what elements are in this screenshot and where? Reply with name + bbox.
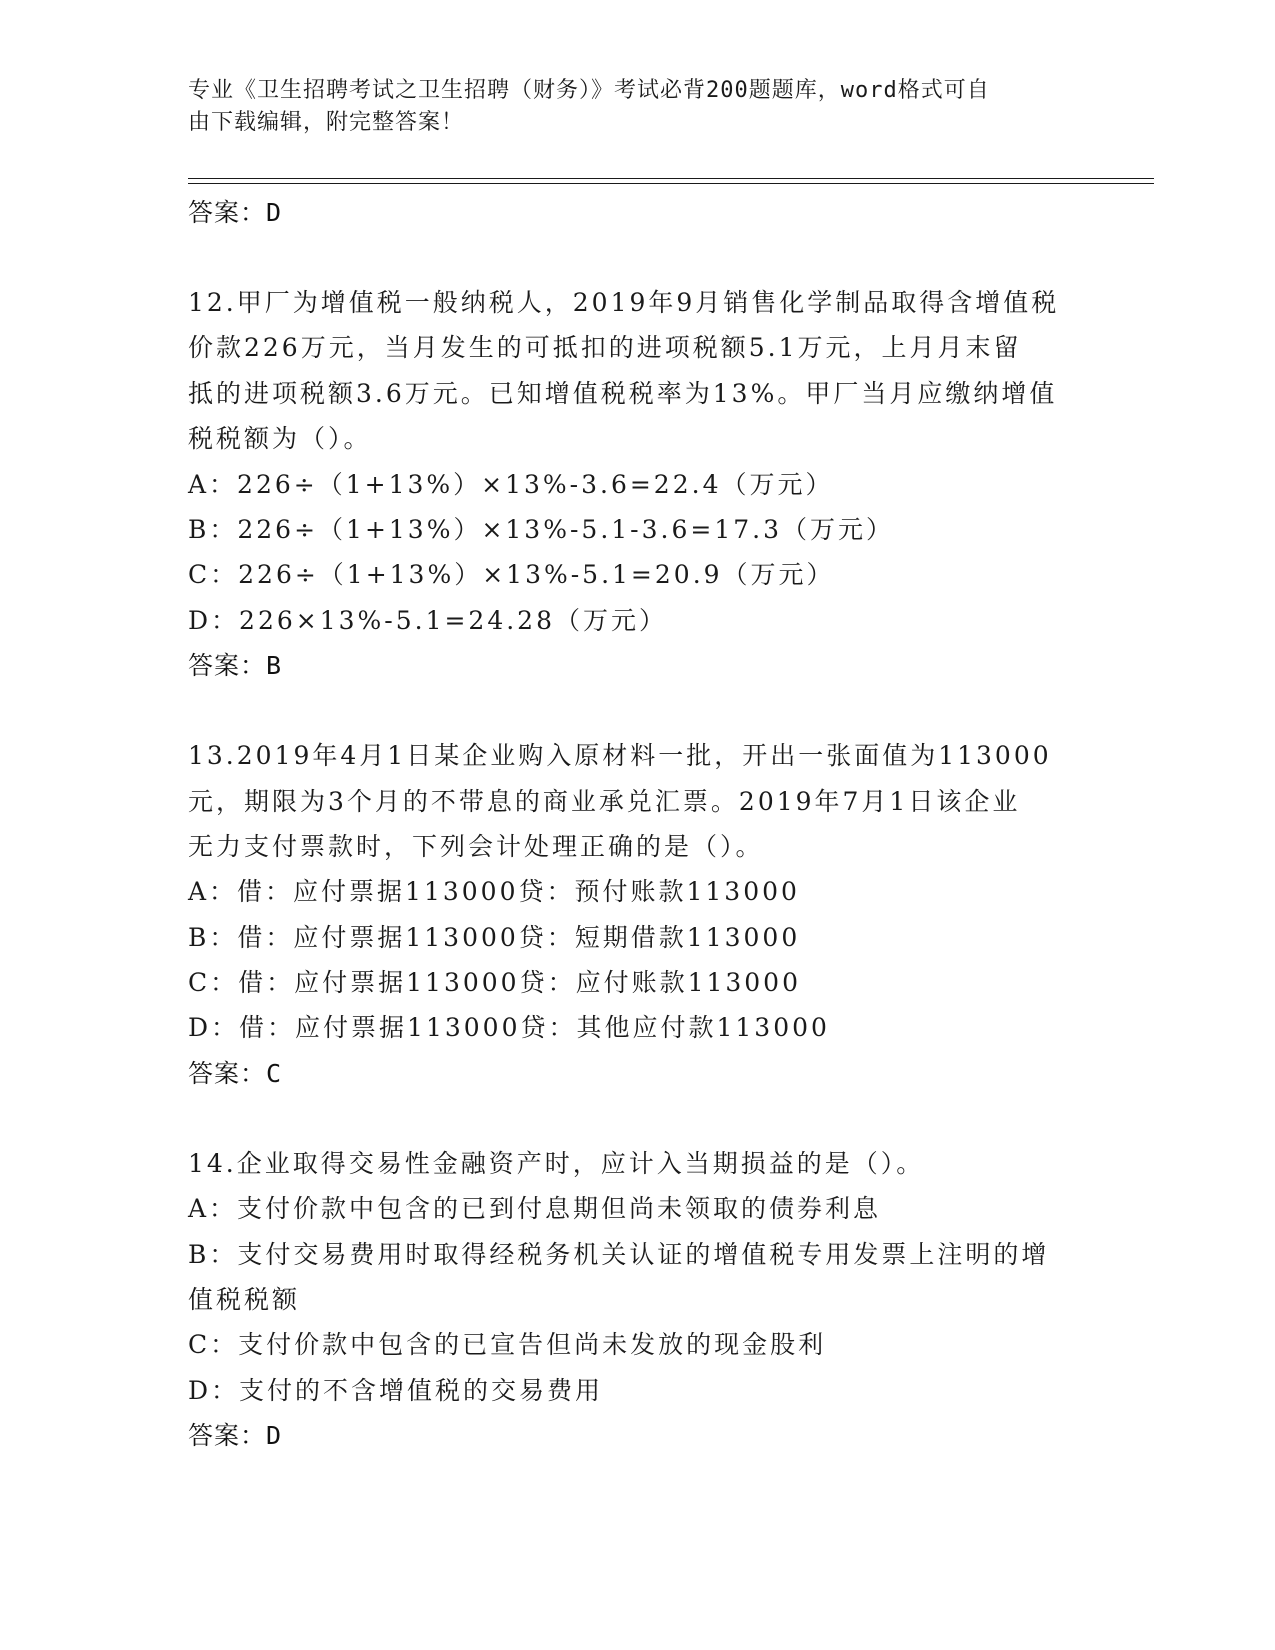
question-text-line: 税税额为（）。 (188, 424, 372, 454)
option-b: B：226÷（1+13%）×13%-5.1-3.6=17.3（万元） (188, 514, 894, 544)
header-title-line-2: 由下载编辑，附完整答案！ (188, 110, 465, 135)
header-divider-bottom (188, 183, 1154, 184)
answer-line: 答案：D (188, 1421, 283, 1451)
option-d: D：支付的不含增值税的交易费用 (188, 1375, 604, 1405)
option-c: C：226÷（1+13%）×13%-5.1=20.9（万元） (188, 560, 835, 590)
option-c: C：借：应付票据113000贷：应付账款113000 (188, 968, 801, 998)
option-b-continued: 值税税额 (188, 1285, 301, 1315)
spacer (188, 1097, 1088, 1141)
question-text-line: 12.甲厂为增值税一般纳税人，2019年9月销售化学制品取得含增值税 (188, 288, 1060, 317)
option-c: C：支付价款中包含的已宣告但尚未发放的现金股利 (188, 1330, 827, 1360)
header-title-line-1: 专业《卫生招聘考试之卫生招聘（财务）》考试必背200题题库，word格式可自 (188, 78, 990, 103)
question-text-line: 13.2019年4月1日某企业购入原材料一批，开出一张面值为113000 (188, 741, 1052, 771)
question-list (188, 190, 1088, 1459)
option-a: A：226÷（1+13%）×13%-3.6=22.4（万元） (188, 469, 834, 499)
spacer (188, 689, 1088, 733)
option-a: A：支付价款中包含的已到付息期但尚未领取的债券利息 (188, 1194, 882, 1224)
option-b: B：支付交易费用时取得经税务机关认证的增值税专用发票上注明的增 (188, 1239, 1050, 1269)
question-12 (188, 280, 1088, 689)
question-14 (188, 1141, 1088, 1459)
answer-line: 答案：B (188, 651, 283, 681)
answer-line: 答案：C (188, 1058, 283, 1088)
option-d: D：借：应付票据113000贷：其他应付款113000 (188, 1013, 830, 1043)
header-divider-top (188, 178, 1154, 179)
question-13 (188, 733, 1088, 1097)
option-d: D：226×13%-5.1=24.28（万元） (188, 605, 667, 635)
question-text-line: 抵的进项税额3.6万元。已知增值税税率为13%。甲厂当月应缴纳增值 (188, 378, 1058, 408)
option-b: B：借：应付票据113000贷：短期借款113000 (188, 922, 801, 952)
spacer (188, 236, 1088, 280)
question-text-line: 14.企业取得交易性金融资产时，应计入当期损益的是（）。 (188, 1148, 925, 1178)
question-text-line: 价款226万元，当月发生的可抵扣的进项税额5.1万元，上月月末留 (188, 333, 1022, 363)
option-a: A：借：应付票据113000贷：预付账款113000 (188, 877, 800, 907)
answer-line: 答案：D (188, 198, 283, 227)
question-text-line: 元，期限为3个月的不带息的商业承兑汇票。2019年7月1日该企业 (188, 786, 1021, 816)
document-header (188, 75, 1088, 139)
question-text-line: 无力支付票款时，下列会计处理正确的是（）。 (188, 831, 764, 861)
